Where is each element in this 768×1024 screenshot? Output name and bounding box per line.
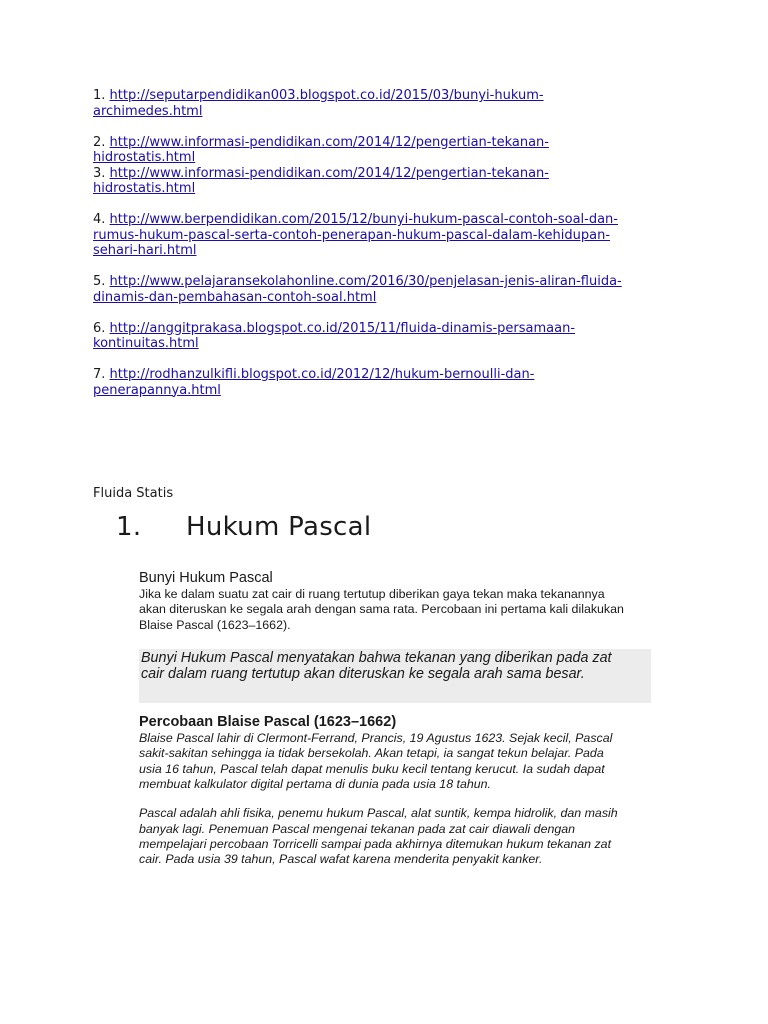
reference-number: 4. [93, 212, 106, 227]
reference-item-7 [93, 367, 693, 398]
reference-number: 6. [93, 320, 106, 336]
heading-title: Hukum Pascal [186, 512, 372, 542]
reference-number: 2. [93, 134, 106, 150]
intro-paragraph: Jika ke dalam suatu zat cair di ruang tertutup diberikan gaya tekan maka tekanannya akan diteruskan ke segala arah dengan sama rata. Percobaan ini pertama kali dilakukan Blaise Pascal (1623–1662). [139, 587, 624, 632]
reference-link-6[interactable]: http://anggitprakasa.blogspot.co.id/2015/11/fluida-dinamis-persamaan- kontinuitas.html [93, 320, 576, 351]
reference-number: 1. [93, 88, 106, 103]
subtitle: Bunyi Hukum Pascal [139, 570, 273, 586]
reference-link-1[interactable]: http://seputarpendidikan003.blogspot.co.id/2015/03/bunyi-hukum- archimedes.html [93, 88, 544, 119]
reference-item-5 [93, 274, 693, 305]
reference-item-6 [93, 321, 693, 352]
reference-item-4 [93, 212, 693, 259]
reference-item-3 [93, 166, 693, 197]
section-heading [116, 512, 371, 542]
reference-link-7[interactable]: http://rodhanzulkifli.blogspot.co.id/2012/12/hukum-bernoulli-dan- penerapannya.html [93, 367, 535, 398]
reference-link-4[interactable]: http://www.berpendidikan.com/2015/12/bunyi-hukum-pascal-contoh-soal-dan- rumus-hukum-pascal-serta-contoh-penerapan-hukum-pascal-dalam-kehidupan- sehari-hari.html [93, 212, 618, 258]
section-label: Fluida Statis [93, 486, 174, 501]
biography-paragraph-2: Pascal adalah ahli fisika, penemu hukum Pascal, alat suntik, kempa hidrolik, dan masih banyak lagi. Penemuan Pascal mengenai tekanan pada zat cair diawali dengan mempelajari percobaan Torricelli sampai pada akhirnya ditemukan hukum tekanan zat cair. Pada usia 39 tahun, Pascal wafat karena menderita penyakit kanker. [139, 806, 618, 867]
reference-link-3[interactable]: http://www.informasi-pendidikan.com/2014/12/pengertian-tekanan- hidrostatis.html [93, 165, 549, 196]
quote-box: Bunyi Hukum Pascal menyatakan bahwa tekanan yang diberikan pada zat cair dalam ruang tertutup akan diteruskan ke segala arah sama besar. [139, 649, 651, 703]
biography-paragraph-1: Blaise Pascal lahir di Clermont-Ferrand, Prancis, 19 Agustus 1623. Sejak kecil, Pascal sakit-sakitan sehingga ia tidak bersekolah. Akan tetapi, ia sangat tekun belajar. Pada usia 16 tahun, Pascal telah dapat menulis buku kecil tentang kerucut. Ia sudah dapat membuat kalkulator digital pertama di dunia pada usia 18 tahun. [139, 731, 613, 791]
reference-link-2[interactable]: http://www.informasi-pendidikan.com/2014/12/pengertian-tekanan- hidrostatis.html [93, 134, 549, 165]
reference-item-2 [93, 135, 693, 166]
heading-number: 1. [116, 512, 142, 542]
reference-item-1 [93, 88, 693, 119]
experiment-title: Percobaan Blaise Pascal (1623–1662) [139, 714, 397, 731]
reference-link-5[interactable]: http://www.pelajaransekolahonline.com/2016/30/penjelasan-jenis-aliran-fluida- dinamis-dan-pembahasan-contoh-soal.html [93, 274, 622, 305]
reference-number: 5. [93, 274, 106, 289]
reference-list [93, 88, 693, 398]
article-content [139, 570, 669, 867]
reference-number: 7. [93, 367, 106, 382]
reference-number: 3. [93, 165, 106, 181]
